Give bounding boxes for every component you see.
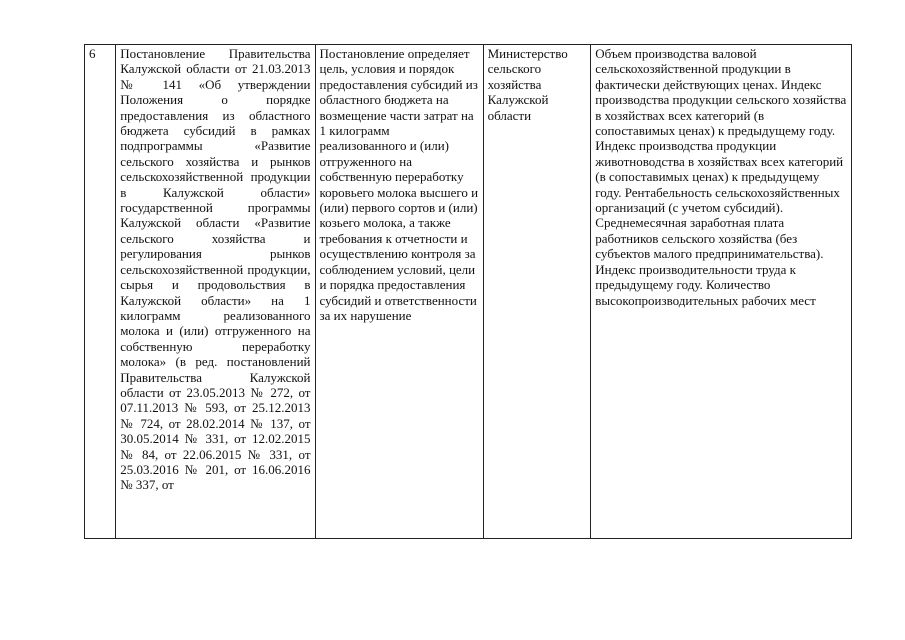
- responsible-ministry-cell: Министерство сельского хозяйства Калужской области: [483, 45, 591, 539]
- indicators-cell: Объем производства валовой сельскохозяйственной продукции в фактически действующих ценах. Индекс производства продукции сельского хозяйства в хозяйствах всех категорий (в сопоставимых ценах) к предыдущему году. Индекс производства продукции животноводства в хозяйствах всех категорий (в сопоставимых ценах) к предыдущему году. Рентабельность сельскохозяйственных организаций (с учетом субсидий). Среднемесячная заработная плата работников сельского хозяйства (без субъектов малого предпринимательства). Индекс производительности труда к предыдущему году. Количество высокопроизводительных рабочих мест: [591, 45, 852, 539]
- program-table: [84, 44, 852, 539]
- normative-act-cell: Постановление Правительства Калужской области от 21.03.2013 № 141 «Об утверждении Положения о порядке предоставления из областного бюджета субсидий в рамках подпрограммы «Развитие сельского хозяйства и рынков сельскохозяйственной продукции в Калужской области» государственной программы Калужской области «Развитие сельского хозяйства и регулирования рынков сельскохозяйственной продукции, сырья и продовольствия в Калужской области» на 1 килограмм реализованного молока и (или) отгруженного на собственную переработку молока» (в ред. постановлений Правительства Калужской области от 23.05.2013 № 272, от 07.11.2013 № 593, от 25.12.2013 № 724, от 28.02.2014 № 137, от 30.05.2014 № 331, от 12.02.2015 № 84, от 22.06.2015 № 331, от 25.03.2016 № 201, от 16.06.2016 № 337, от: [116, 45, 315, 539]
- purpose-cell: Постановление определяет цель, условия и порядок предоставления субсидий из областного бюджета на возмещение части затрат на 1 килограмм реализованного и (или) отгруженного на собственную переработку коровьего молока высшего и (или) первого сортов и (или) козьего молока, а также требования к отчетности и осуществлению контроля за соблюдением условий, цели и порядка предоставления субсидий и ответственности за их нарушение: [315, 45, 483, 539]
- row-number: 6: [85, 45, 116, 539]
- table-row: [85, 45, 852, 539]
